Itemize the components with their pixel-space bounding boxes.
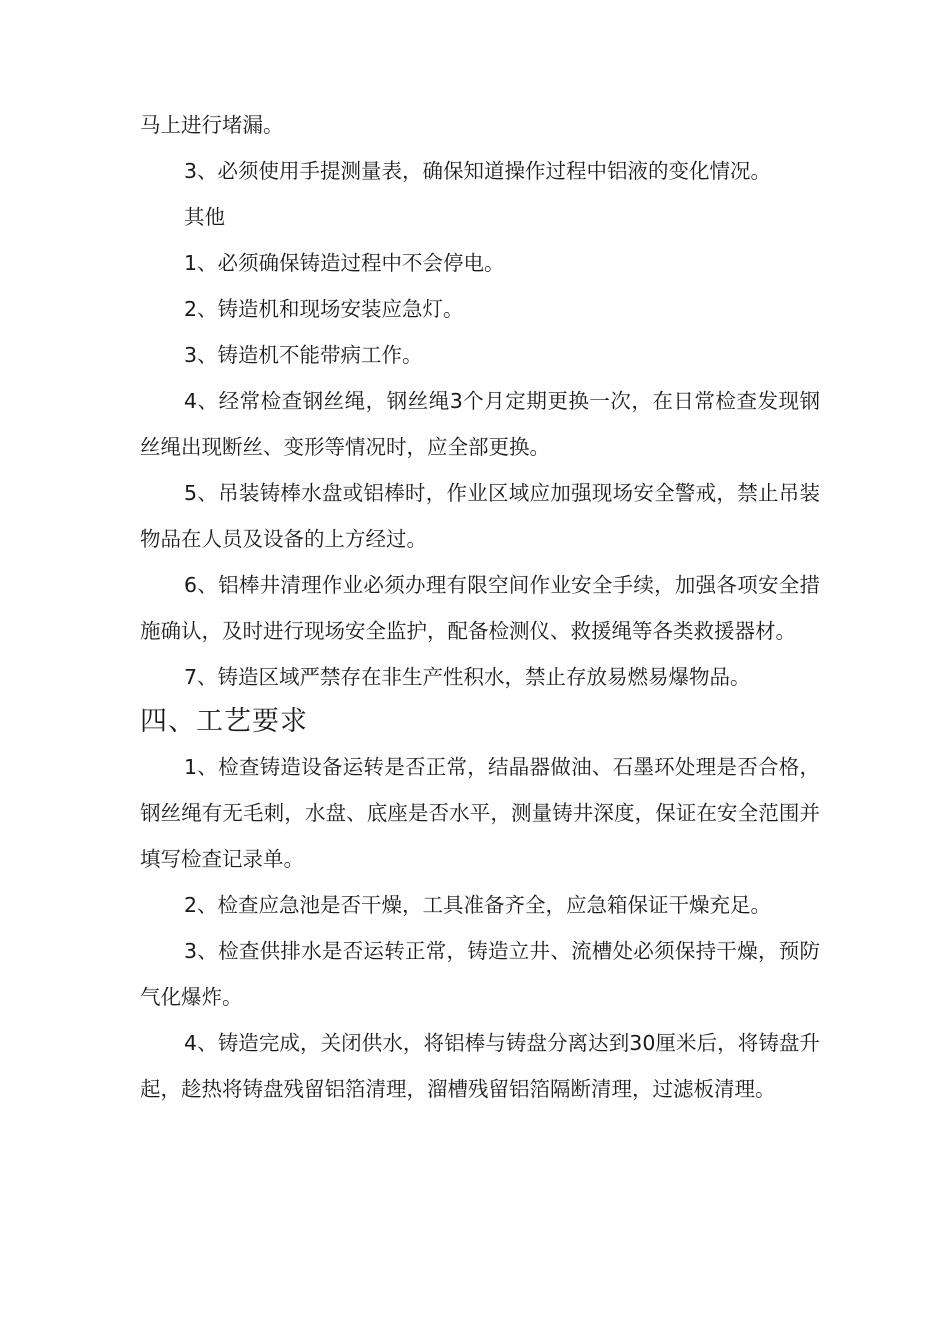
paragraph-item-6-well-cleaning: 6、铝棒井清理作业必须办理有限空间作业安全手续，加强各项安全措施确认，及时进行现场安全监护，配备检测仪、救援绳等各类救援器材。	[140, 573, 820, 643]
paragraph-item-3-machine: 3、铸造机不能带病工作。	[184, 343, 423, 367]
paragraph-item-4-wire-rope: 4、经常检查钢丝绳，钢丝绳3个月定期更换一次，在日常检查发现钢丝绳出现断丝、变形等情况时，应全部更换。	[140, 389, 820, 459]
paragraph-process-3: 3、检查供排水是否运转正常，铸造立井、流槽处必须保持干燥，预防气化爆炸。	[140, 939, 820, 1009]
section-heading: 四、工艺要求	[140, 706, 308, 737]
subheading-other: 其他	[184, 205, 225, 229]
paragraph-item-5-hoisting: 5、吊装铸棒水盘或铝棒时，作业区域应加强现场安全警戒，禁止吊装物品在人员及设备的上方经过。	[140, 481, 820, 551]
paragraph-item-1-power: 1、必须确保铸造过程中不会停电。	[184, 251, 505, 275]
paragraph-process-4: 4、铸造完成，关闭供水，将铝棒与铸盘分离达到30厘米后，将铸盘升起，趁热将铸盘残留铝箔清理，溜槽残留铝箔隔断清理，过滤板清理。	[140, 1031, 820, 1101]
paragraph-process-1: 1、检查铸造设备运转是否正常，结晶器做油、石墨环处理是否合格，钢丝绳有无毛刺，水盘、底座是否水平，测量铸井深度，保证在安全范围并填写检查记录单。	[140, 755, 820, 871]
paragraph-item-7-water: 7、铸造区域严禁存在非生产性积水，禁止存放易燃易爆物品。	[184, 665, 751, 689]
paragraph-continuation: 马上进行堵漏。	[140, 113, 284, 137]
paragraph-process-2: 2、检查应急池是否干燥，工具准备齐全，应急箱保证干燥充足。	[184, 893, 772, 917]
document-body	[140, 102, 820, 1112]
paragraph-item-2-lamp: 2、铸造机和现场安装应急灯。	[184, 297, 464, 321]
paragraph-item-3-measure: 3、必须使用手提测量表，确保知道操作过程中铝液的变化情况。	[184, 159, 772, 183]
